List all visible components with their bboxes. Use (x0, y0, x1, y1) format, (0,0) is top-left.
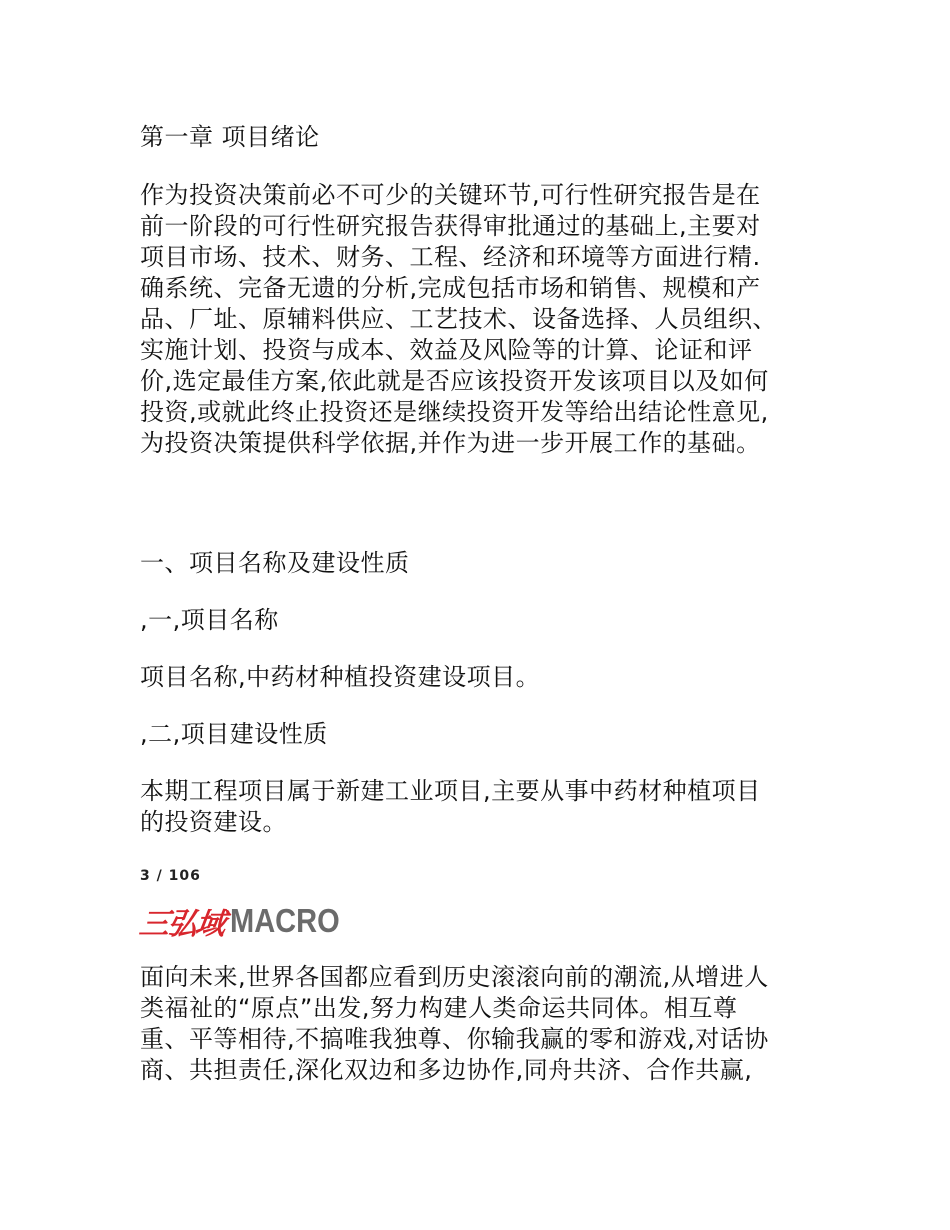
paragraph-line: 的投资建设。 (140, 808, 287, 836)
paragraph-line: 确系统、完备无遗的分析,完成包括市场和销售、规模和产 (140, 274, 761, 302)
paragraph-line: 品、厂址、原辅料供应、工艺技术、设备选择、人员组织、 (140, 305, 777, 333)
project-name-paragraph: 项目名称,中药材种植投资建设项目。 (140, 663, 541, 691)
future-paragraph (140, 962, 769, 1086)
paragraph-line: 面向未来,世界各国都应看到历史滚滚向前的潮流,从增进人 (140, 963, 769, 991)
chapter-heading: 第一章 项目绪论 (140, 123, 320, 151)
paragraph-line: 前一阶段的可行性研究报告获得审批通过的基础上,主要对 (140, 212, 761, 240)
logo-text: MACRO (230, 902, 340, 939)
project-nature-paragraph (140, 776, 761, 838)
paragraph-line: 作为投资决策前必不可少的关键环节,可行性研究报告是在 (140, 181, 761, 209)
intro-paragraph (140, 180, 777, 459)
subsection-heading: ,一,项目名称 (140, 606, 279, 634)
paragraph-line: 投资,或就此终止投资还是继续投资开发等给出结论性意见, (140, 398, 769, 426)
paragraph-line: 实施计划、投资与成本、效益及风险等的计算、论证和评 (140, 336, 753, 364)
paragraph-line: 价,选定最佳方案,依此就是否应该投资开发该项目以及如何 (140, 367, 769, 395)
section-heading: 一、项目名称及建设性质 (140, 549, 410, 577)
paragraph-line: 重、平等相待,不搞唯我独尊、你输我赢的零和游戏,对话协 (140, 1025, 769, 1053)
paragraph-line: 项目市场、技术、财务、工程、经济和环境等方面进行精. (140, 243, 761, 271)
paragraph-line: 为投资决策提供科学依据,并作为进一步开展工作的基础。 (140, 429, 761, 457)
paragraph-line: 类福祉的“原点”出发,努力构建人类命运共同体。相互尊 (140, 994, 738, 1022)
macro-logo (137, 900, 355, 942)
page-number: 3 / 106 (140, 868, 201, 884)
paragraph-line: 商、共担责任,深化双边和多边协作,同舟共济、合作共赢, (140, 1056, 753, 1084)
paragraph-line: 本期工程项目属于新建工业项目,主要从事中药材种植项目 (140, 777, 761, 805)
subsection-heading: ,二,项目建设性质 (140, 720, 328, 748)
logo-mark: 三弘域 (137, 907, 226, 942)
